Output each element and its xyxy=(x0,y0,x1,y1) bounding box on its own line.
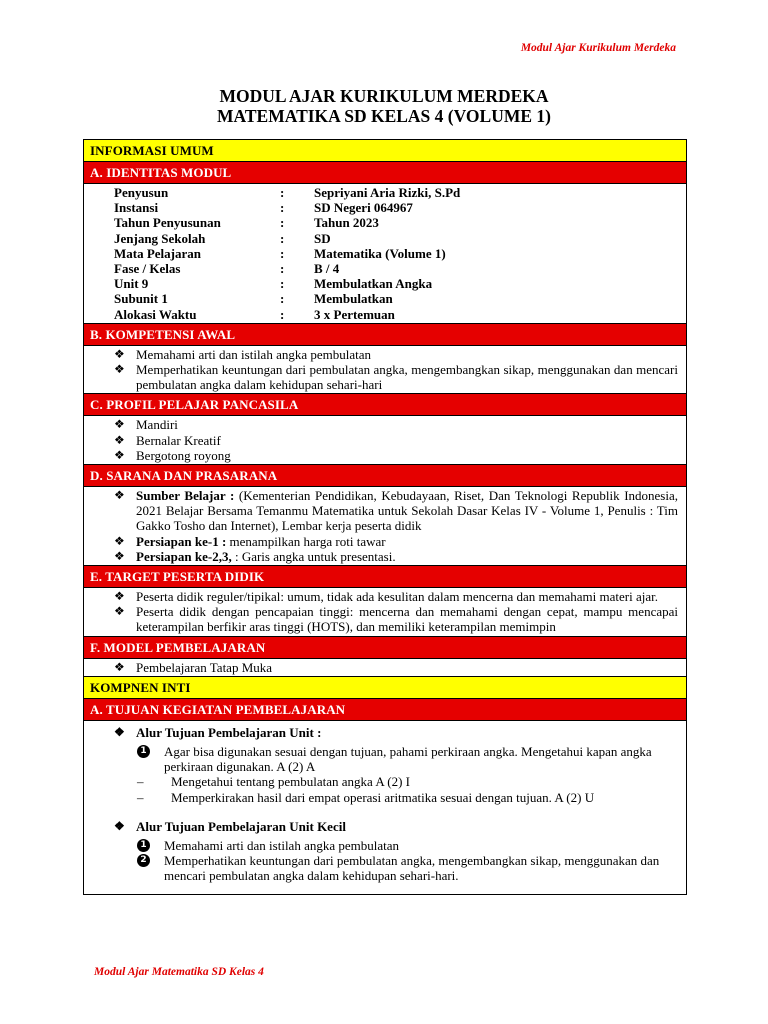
numbered-item: 1 Memahami arti dan istilah angka pembulatan xyxy=(137,838,678,853)
numbered-item: 1 Agar bisa digunakan sesuai dengan tujuan, pahami perkiraan angka. Mengetahui kapan angka perkiraan digunakan. A (2) A xyxy=(137,744,678,774)
identitas-row: Alokasi Waktu : 3 x Pertemuan xyxy=(114,306,395,322)
list-item: ❖ Bergotong royong xyxy=(114,447,231,463)
number-badge: 1 xyxy=(137,745,150,758)
diamond-bullet-icon: ❖ xyxy=(114,432,125,447)
diamond-bullet-icon: ❖ xyxy=(114,533,125,548)
section-identitas-heading: A. IDENTITAS MODUL xyxy=(84,162,686,184)
identitas-row: Penyusun : Sepriyani Aria Rizki, S.Pd xyxy=(114,185,461,200)
list-item: ❖ Bernalar Kreatif xyxy=(114,432,221,448)
kompetensi-list xyxy=(84,346,686,395)
identitas-row: Jenjang Sekolah : SD xyxy=(114,230,331,246)
alur-unit-heading: ❖ Alur Tujuan Pembelajaran Unit : xyxy=(114,724,322,740)
dash-item: – Mengetahui tentang pembulatan angka A (2) I xyxy=(137,774,410,790)
list-item: ❖ Memperhatikan keuntungan dari pembulatan angka, mengembangkan sikap, menggunakan dan mencari pembulatan angka dalam kehidupan sehari-hari xyxy=(114,361,678,393)
target-list xyxy=(84,588,686,637)
diamond-bullet-icon: ❖ xyxy=(114,346,125,361)
section-sarana-heading: D. SARANA DAN PRASARANA xyxy=(84,465,686,487)
dash-bullet: – xyxy=(137,789,144,805)
number-badge: 2 xyxy=(137,854,150,867)
list-item: ❖ Sumber Belajar : (Kementerian Pendidikan, Kebudayaan, Riset, Dan Teknologi Republik Indonesia, 2021 Belajar Bersama Temanmu Matematika untuk Sekolah Dasar Kelas IV - Volume 1, Penulis : Tim Gakko Tosho dan Internet), Lembar kerja peserta didik xyxy=(114,487,678,534)
document-title-line-2: MATEMATIKA SD KELAS 4 (VOLUME 1) xyxy=(217,106,551,126)
dash-bullet: – xyxy=(137,774,144,790)
model-list xyxy=(84,659,686,677)
list-item: ❖ Persiapan ke-1 : menampilkan harga roti tawar xyxy=(114,533,386,549)
running-footer: Modul Ajar Matematika SD Kelas 4 xyxy=(94,966,264,978)
sarana-list xyxy=(84,487,686,566)
section-target-heading: E. TARGET PESERTA DIDIK xyxy=(84,566,686,588)
list-item: ❖ Pembelajaran Tatap Muka xyxy=(114,659,273,675)
diamond-bullet-icon: ❖ xyxy=(114,724,125,739)
section-komponen-inti: KOMPNEN INTI xyxy=(84,677,686,699)
dash-item: – Memperkirakan hasil dari empat operasi aritmatika sesuai dengan tujuan. A (2) U xyxy=(137,789,595,805)
list-item: ❖ Persiapan ke-2,3, : Garis angka untuk presentasi. xyxy=(114,548,396,564)
identitas-row: Tahun Penyusunan : Tahun 2023 xyxy=(114,215,379,231)
identitas-row: Instansi : SD Negeri 064967 xyxy=(114,200,413,216)
running-header: Modul Ajar Kurikulum Merdeka xyxy=(520,42,676,54)
section-informasi-umum: INFORMASI UMUM xyxy=(84,140,686,162)
diamond-bullet-icon: ❖ xyxy=(114,604,125,619)
tujuan-content xyxy=(84,721,686,894)
profil-list xyxy=(84,416,686,465)
alur-unit-kecil-heading: ❖ Alur Tujuan Pembelajaran Unit Kecil xyxy=(114,818,346,834)
diamond-bullet-icon: ❖ xyxy=(114,361,125,376)
section-profil-heading: C. PROFIL PELAJAR PANCASILA xyxy=(84,394,686,416)
list-item: ❖ Peserta didik dengan pencapaian tinggi: mencerna dan memahami dengan cepat, mampu mencapai keterampilan berfikir aras tinggi (HOTS), dan memiliki keterampilan memimpin xyxy=(114,604,678,635)
document-title-line-1: MODUL AJAR KURIKULUM MERDEKA xyxy=(219,86,549,106)
list-item: ❖ Memahami arti dan istilah angka pembulatan xyxy=(114,346,372,362)
list-item: ❖ Mandiri xyxy=(114,417,178,433)
diamond-bullet-icon: ❖ xyxy=(114,548,125,563)
diamond-bullet-icon: ❖ xyxy=(114,447,125,462)
section-kompetensi-heading: B. KOMPETENSI AWAL xyxy=(84,324,686,346)
numbered-item: 2 Memperhatikan keuntungan dari pembulatan angka, mengembangkan sikap, menggunakan dan mencari pembulatan angka dalam kehidupan sehari-hari. xyxy=(137,853,678,883)
module-table xyxy=(83,139,687,895)
diamond-bullet-icon: ❖ xyxy=(114,417,125,432)
number-badge: 1 xyxy=(137,839,150,852)
section-model-heading: F. MODEL PEMBELAJARAN xyxy=(84,637,686,659)
diamond-bullet-icon: ❖ xyxy=(114,588,125,603)
list-item: ❖ Peserta didik reguler/tipikal: umum, tidak ada kesulitan dalam mencerna dan memahami materi ajar. xyxy=(114,588,658,604)
diamond-bullet-icon: ❖ xyxy=(114,659,125,674)
identitas-list xyxy=(84,184,686,324)
identitas-row: Mata Pelajaran : Matematika (Volume 1) xyxy=(114,245,446,261)
identitas-row: Subunit 1 : Membulatkan xyxy=(114,291,393,307)
diamond-bullet-icon: ❖ xyxy=(114,818,125,833)
identitas-row: Unit 9 : Membulatkan Angka xyxy=(114,276,433,292)
section-tujuan-heading: A. TUJUAN KEGIATAN PEMBELAJARAN xyxy=(84,699,686,721)
diamond-bullet-icon: ❖ xyxy=(114,487,125,502)
identitas-row: Fase / Kelas : B / 4 xyxy=(114,260,340,276)
